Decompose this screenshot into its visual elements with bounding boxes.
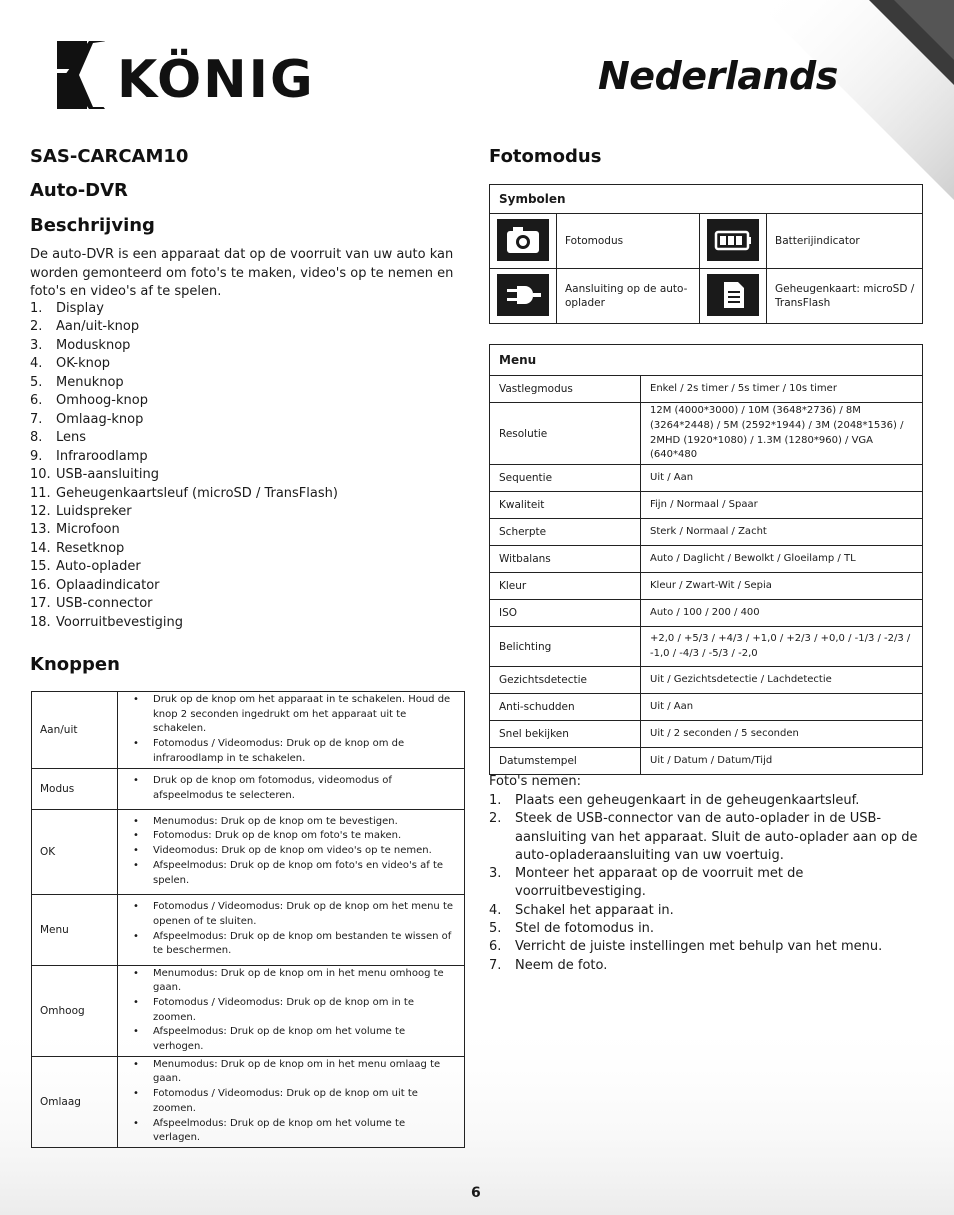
list-item [30,374,338,392]
bullet-list [119,815,463,889]
table-row [32,965,465,1056]
bullet-glyph: • [133,967,139,979]
bullet-text: Druk op de knop om fotomodus, videomodus of afspeelmodus te selecteren. [153,774,392,801]
bullet-item [119,1117,455,1146]
bullet-item [119,900,455,929]
list-number: 16. [30,577,51,593]
list-text: Geheugenkaartsleuf (microSD / TransFlash) [56,485,338,501]
plug-icon [490,269,557,324]
list-text: Steek de USB-connector van de auto-oplader in de USB-aansluiting van het apparaat. Sluit de auto-oplader aan op de auto-opladeraansluiting van uw voertuig. [515,811,918,863]
list-number: 5. [489,921,502,937]
list-number: 18. [30,614,51,630]
camera-icon [490,214,557,269]
steps-list [489,792,929,975]
list-number: 11. [30,485,51,501]
list-number: 9. [30,448,43,464]
list-text: Plaats een geheugenkaart in de geheugenkaartsleuf. [515,793,860,808]
symbol-label: Geheugenkaart: microSD / TransFlash [767,269,923,324]
page-number: 6 [471,1185,481,1201]
list-item [489,810,929,865]
button-name: OK [32,809,118,894]
bullet-item [119,1087,455,1116]
bullet-text: Fotomodus / Videomodus: Druk op de knop om de infraroodlamp in te schakelen. [153,738,405,764]
table-row [32,692,465,769]
bullet-glyph: • [133,738,139,750]
list-number: 12. [30,503,51,519]
menu-options: 12M (4000*3000) / 10M (3648*2736) / 8M (3264*2448) / 5M (2592*1944) / 3M (2048*1536) / 2MHD (1920*1080) / 1.3M (1280*960) / VGA (640*480 [641,403,923,465]
list-text: OK-knop [56,356,111,372]
table-row [490,694,923,721]
bullet-text: Menumodus: Druk op de knop om in het menu omlaag te gaan. [153,1058,441,1085]
bullet-item [119,815,455,830]
table-row [490,403,923,465]
menu-options: Uit / 2 seconden / 5 seconden [641,721,923,748]
menu-setting: Kleur [490,573,641,600]
button-description [118,809,465,894]
list-item [30,577,338,595]
menu-header-row [490,345,923,376]
list-text: Omlaag-knop [56,411,144,427]
bullet-item [119,859,455,888]
menu-options: Auto / 100 / 200 / 400 [641,600,923,627]
list-text: Schakel het apparaat in. [515,902,674,918]
button-name: Menu [32,894,118,965]
list-item [30,318,338,336]
table-row [490,627,923,667]
button-description [118,965,465,1056]
bullet-list [119,693,463,767]
list-text: Auto-oplader [56,559,141,575]
list-item [30,355,338,373]
bullet-glyph: • [133,901,139,913]
description-heading: Beschrijving [30,215,155,236]
list-number: 2. [489,811,502,827]
bullet-item [119,930,455,959]
product-heading: Auto-DVR [30,180,128,201]
symbol-label: Aansluiting op de auto-oplader [557,269,700,324]
bullet-glyph: • [133,1117,139,1129]
list-number: 1. [489,793,502,808]
table-row [32,809,465,894]
list-item [489,957,929,975]
list-text: Resetknop [56,540,125,556]
menu-title: Menu [490,345,923,376]
bullet-item [119,844,455,859]
list-item [489,938,929,956]
symbols-title: Symbolen [490,185,923,214]
menu-setting: Resolutie [490,403,641,465]
model-heading: SAS-CARCAM10 [30,146,189,167]
table-row [490,600,923,627]
list-item [30,337,338,355]
button-description [118,894,465,965]
menu-options: Fijn / Normaal / Spaar [641,492,923,519]
list-text: Verricht de juiste instellingen met behulp van het menu. [515,939,883,955]
menu-options: Kleur / Zwart-Wit / Sepia [641,573,923,600]
list-text: Aan/uit-knop [56,319,140,335]
list-item [30,503,338,521]
table-row [490,573,923,600]
list-item [489,920,929,938]
list-number: 10. [30,467,51,483]
menu-setting: Anti-schudden [490,694,641,721]
table-row [490,376,923,403]
konig-logo [57,41,319,109]
battery-icon [700,214,767,269]
table-row [490,546,923,573]
bullet-text: Fotomodus / Videomodus: Druk op de knop om in te zoomen. [153,996,414,1023]
menu-table [489,344,923,775]
menu-options: Enkel / 2s timer / 5s timer / 10s timer [641,376,923,403]
menu-options: Auto / Daglicht / Bewolkt / Gloeilamp / TL [641,546,923,573]
bullet-text: Fotomodus / Videomodus: Druk op de knop om het menu te openen of te sluiten. [153,901,454,927]
language-title: Nederlands [598,54,838,98]
list-number: 5. [30,374,43,390]
bullet-item [119,1025,455,1054]
bullet-list [119,1058,463,1146]
bullet-list [119,900,463,959]
list-item [489,865,929,902]
list-number: 3. [489,866,502,882]
list-item [30,300,338,318]
symbol-label: Batterijindicator [767,214,923,269]
table-row [490,465,923,492]
list-text: USB-connector [56,596,153,612]
bullet-glyph: • [133,815,139,827]
list-number: 6. [30,393,43,409]
table-row [490,721,923,748]
table-row [32,1056,465,1147]
list-number: 7. [30,411,43,427]
bullet-item [119,996,455,1025]
memory-card-icon [700,269,767,324]
bullet-glyph: • [133,930,139,942]
bullet-item [119,737,455,766]
table-row [32,894,465,965]
symbol-label: Fotomodus [557,214,700,269]
list-number: 8. [30,430,43,446]
list-number: 1. [30,301,43,316]
list-item [30,595,338,613]
list-number: 3. [30,337,43,353]
list-number: 13. [30,522,51,538]
bullet-glyph: • [133,845,139,857]
parts-list [30,300,338,632]
bullet-glyph: • [133,694,139,705]
list-text: Omhoog-knop [56,393,148,409]
buttons-table [31,691,465,1148]
list-text: Oplaadindicator [56,577,160,593]
menu-setting: Scherpte [490,519,641,546]
symbols-table [489,184,923,324]
list-item [30,485,338,503]
table-row [490,748,923,775]
list-item [30,448,338,466]
button-name: Aan/uit [32,692,118,769]
menu-setting: Kwaliteit [490,492,641,519]
list-text: Neem de foto. [515,957,608,973]
bullet-glyph: • [133,774,139,786]
menu-options: Uit / Datum / Datum/Tijd [641,748,923,775]
button-description [118,692,465,769]
steps-intro: Foto's nemen: [489,774,582,789]
button-name: Omhoog [32,965,118,1056]
list-text: Infraroodlamp [56,448,148,464]
menu-options: Sterk / Normaal / Zacht [641,519,923,546]
list-number: 2. [30,319,43,335]
list-text: Menuknop [56,374,124,390]
list-item [30,411,338,429]
menu-setting: Datumstempel [490,748,641,775]
list-text: Luidspreker [56,503,132,519]
list-text: Stel de fotomodus in. [515,921,655,937]
list-number: 4. [489,902,502,918]
bullet-text: Fotomodus / Videomodus: Druk op de knop om uit te zoomen. [153,1088,418,1114]
bullet-text: Afspeelmodus: Druk op de knop om het volume te verlagen. [153,1117,406,1144]
list-text: Modusknop [56,337,131,353]
button-name: Modus [32,768,118,809]
table-row [490,492,923,519]
menu-setting: Sequentie [490,465,641,492]
bullet-item [119,1058,455,1087]
table-row [32,768,465,809]
list-item [30,392,338,410]
button-description [118,768,465,809]
intro-paragraph: De auto-DVR is een apparaat dat op de voorruit van uw auto kan worden gemonteerd om foto's te maken, video's op te nemen en foto's en video's af te spelen. [30,247,454,299]
menu-options: Uit / Aan [641,694,923,721]
list-item [30,614,338,632]
brand-wordmark: KÖNIG [117,50,315,109]
menu-options: Uit / Aan [641,465,923,492]
menu-options: Uit / Gezichtsdetectie / Lachdetectie [641,667,923,694]
list-item [30,521,338,539]
bullet-item [119,774,455,803]
list-item [489,902,929,920]
menu-options: +2,0 / +5/3 / +4/3 / +1,0 / +2/3 / +0,0 / -1/3 / -2/3 / -1,0 / -4/3 / -5/3 / -2,0 [641,627,923,667]
bullet-item [119,829,455,844]
bullet-text: Afspeelmodus: Druk op de knop om foto's en video's af te spelen. [153,859,444,886]
menu-setting: Gezichtsdetectie [490,667,641,694]
bullet-text: Menumodus: Druk op de knop om in het menu omhoog te gaan. [153,967,444,994]
bullet-glyph: • [133,830,139,842]
menu-setting: ISO [490,600,641,627]
bullet-text: Afspeelmodus: Druk op de knop om het volume te verhogen. [153,1026,406,1053]
bullet-item [119,693,455,737]
list-item [30,466,338,484]
list-text: Lens [56,430,87,446]
bullet-text: Fotomodus: Druk op de knop om foto's te maken. [153,830,402,842]
list-number: 17. [30,596,51,612]
bullet-glyph: • [133,1026,139,1038]
list-item [30,429,338,447]
menu-setting: Witbalans [490,546,641,573]
button-description [118,1056,465,1147]
list-item [489,792,929,810]
bullet-glyph: • [133,859,139,871]
table-row [490,519,923,546]
bullet-text: Videomodus: Druk op de knop om video's op te nemen. [153,845,432,857]
menu-setting: Vastlegmodus [490,376,641,403]
list-number: 14. [30,540,51,556]
button-name: Omlaag [32,1056,118,1147]
bullet-text: Afspeelmodus: Druk op de knop om bestanden te wissen of te beschermen. [153,930,452,957]
bullet-text: Menumodus: Druk op de knop om te bevestigen. [153,815,398,827]
list-item [30,540,338,558]
list-number: 7. [489,957,502,973]
list-item [30,558,338,576]
menu-setting: Snel bekijken [490,721,641,748]
bullet-list [119,774,463,803]
bullet-glyph: • [133,1058,139,1070]
bullet-text: Druk op de knop om het apparaat in te schakelen. Houd de knop 2 seconden ingedrukt om het apparaat uit te schakelen. [153,694,451,735]
list-text: USB-aansluiting [56,467,159,483]
photo-mode-heading: Fotomodus [489,146,602,167]
buttons-heading: Knoppen [30,654,120,675]
list-text: Voorruitbevestiging [56,614,183,630]
table-row [490,667,923,694]
bullet-list [119,967,463,1055]
bullet-glyph: • [133,996,139,1008]
bullet-item [119,967,455,996]
menu-setting: Belichting [490,627,641,667]
list-number: 4. [30,356,43,372]
bullet-glyph: • [133,1088,139,1100]
list-text: Microfoon [56,522,120,538]
list-text: Display [56,301,104,316]
list-text: Monteer het apparaat op de voorruit met de voorruitbevestiging. [515,866,804,900]
list-number: 6. [489,939,502,955]
list-number: 15. [30,559,51,575]
